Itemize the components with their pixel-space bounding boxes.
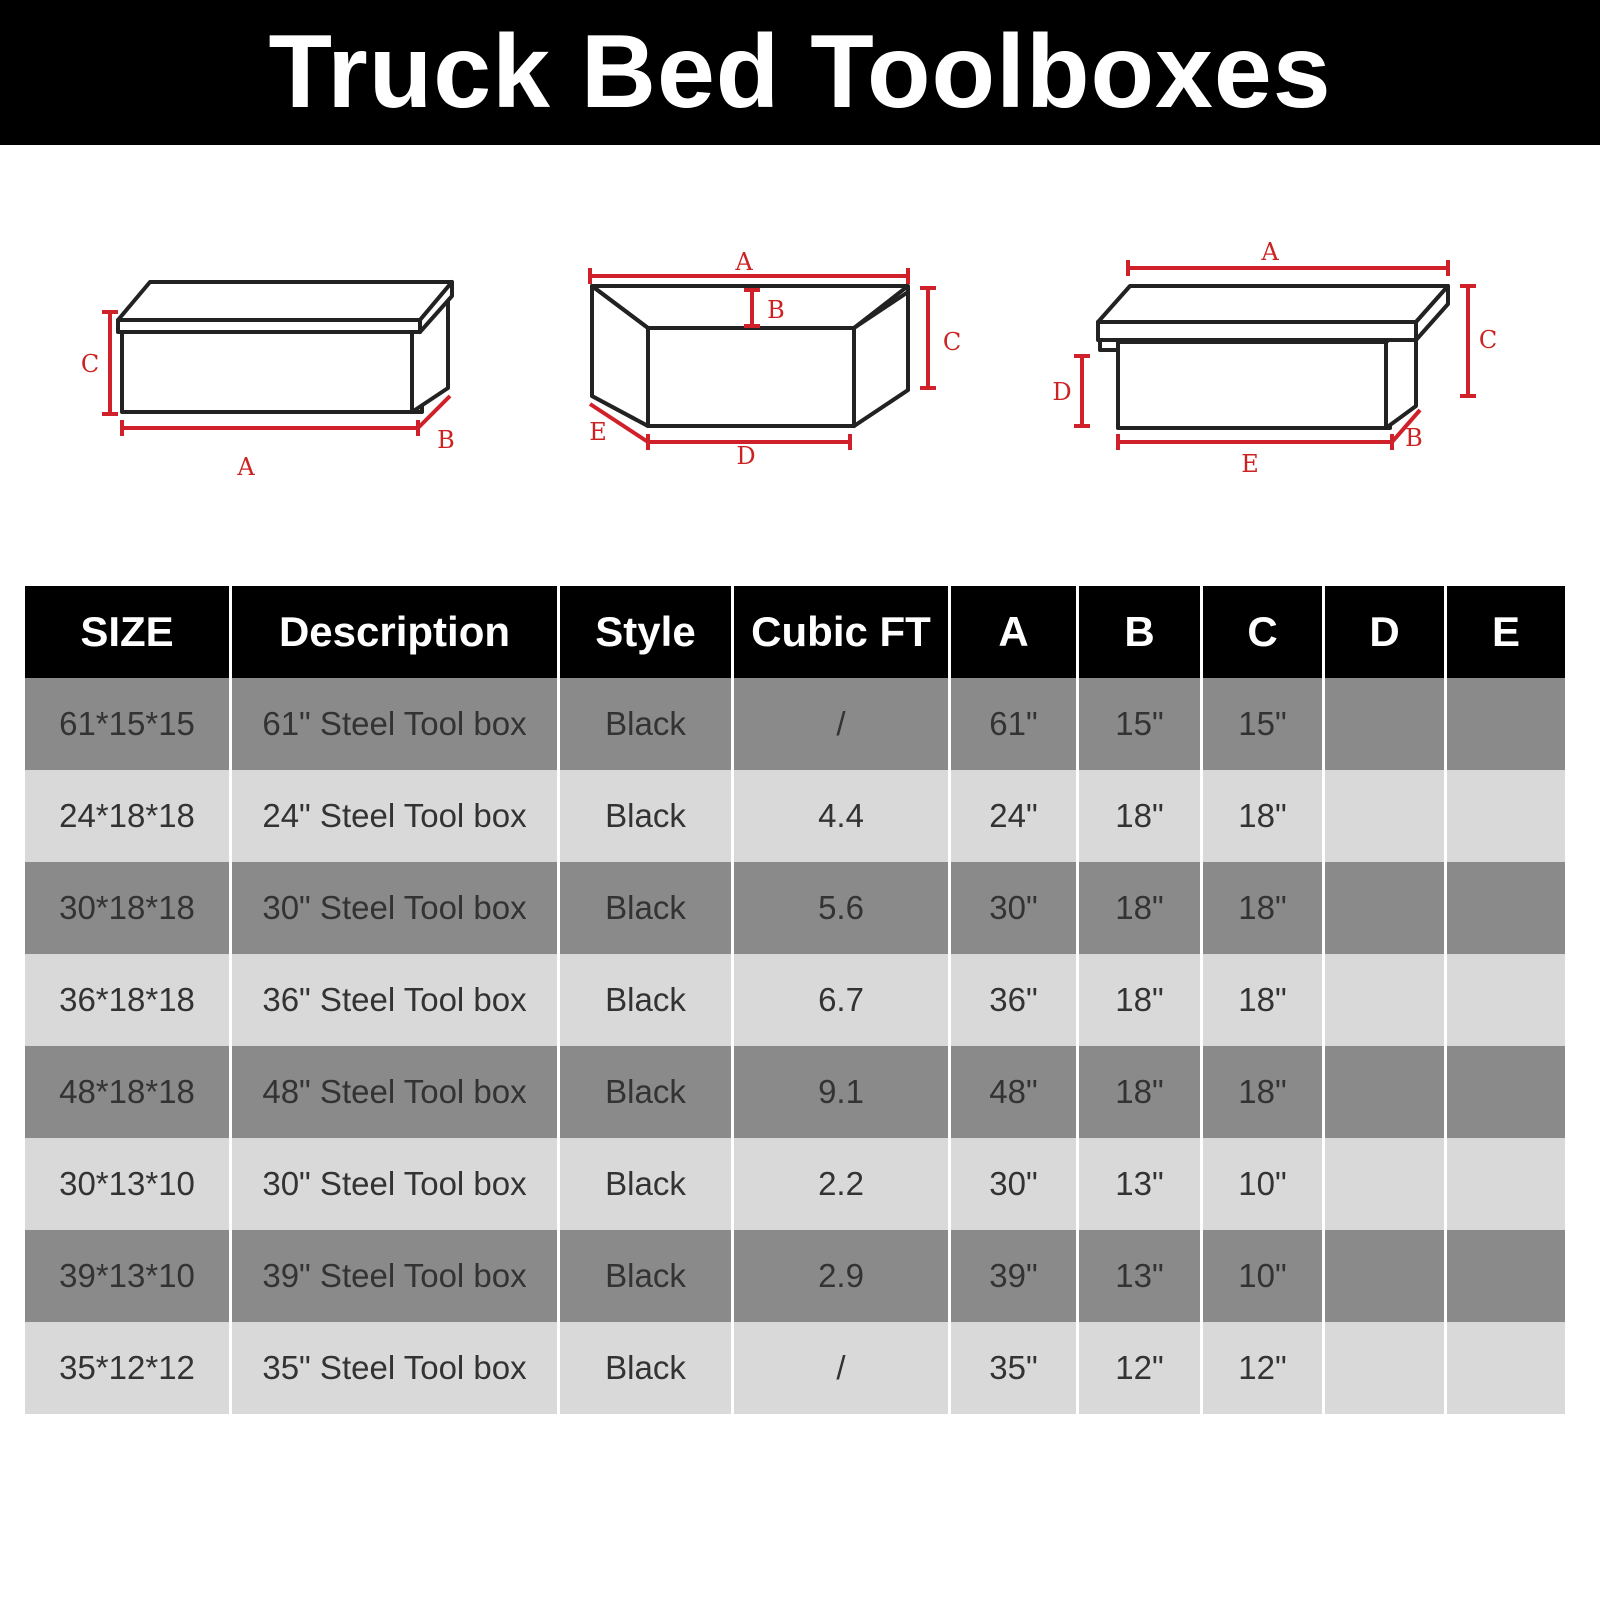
chest-label-c: C xyxy=(942,328,962,356)
chest-toolbox-drawing xyxy=(589,248,961,470)
cell-a: 39" xyxy=(951,1230,1079,1322)
cell-e xyxy=(1447,1322,1565,1414)
header-a: A xyxy=(951,586,1079,678)
cell-e xyxy=(1447,954,1565,1046)
stepped-label-b: B xyxy=(1405,424,1423,452)
cell-a: 30" xyxy=(951,862,1079,954)
cell-style: Black xyxy=(560,678,734,770)
cell-description: 30" Steel Tool box xyxy=(232,862,560,954)
header-style: Style xyxy=(560,586,734,678)
cell-description: 24" Steel Tool box xyxy=(232,770,560,862)
stepped-label-e: E xyxy=(1241,450,1259,478)
cell-size: 24*18*18 xyxy=(25,770,232,862)
cell-description: 35" Steel Tool box xyxy=(232,1322,560,1414)
cell-description: 48" Steel Tool box xyxy=(232,1046,560,1138)
cell-e xyxy=(1447,1230,1565,1322)
size-table xyxy=(25,586,1565,1414)
crossover-label-c: C xyxy=(80,350,100,378)
cell-b: 18" xyxy=(1079,954,1203,1046)
cell-d xyxy=(1325,1230,1447,1322)
crossover-label-b: B xyxy=(437,426,455,454)
cell-b: 13" xyxy=(1079,1230,1203,1322)
cell-size: 61*15*15 xyxy=(25,678,232,770)
table-row xyxy=(25,1322,1565,1414)
table-header-row xyxy=(25,586,1565,678)
table-row xyxy=(25,1230,1565,1322)
table-row xyxy=(25,1138,1565,1230)
cell-a: 35" xyxy=(951,1322,1079,1414)
cell-style: Black xyxy=(560,954,734,1046)
table-row xyxy=(25,678,1565,770)
cell-c: 10" xyxy=(1203,1230,1325,1322)
cell-size: 39*13*10 xyxy=(25,1230,232,1322)
table-row xyxy=(25,954,1565,1046)
cell-d xyxy=(1325,1046,1447,1138)
header-b: B xyxy=(1079,586,1203,678)
cell-e xyxy=(1447,862,1565,954)
header-e: E xyxy=(1447,586,1565,678)
cell-c: 18" xyxy=(1203,862,1325,954)
cell-b: 13" xyxy=(1079,1138,1203,1230)
cell-description: 36" Steel Tool box xyxy=(232,954,560,1046)
cell-b: 15" xyxy=(1079,678,1203,770)
cell-cubic-ft: / xyxy=(734,1322,951,1414)
chest-label-b: B xyxy=(767,296,785,324)
cell-size: 48*18*18 xyxy=(25,1046,232,1138)
stepped-toolbox-drawing xyxy=(1052,238,1497,478)
cell-a: 36" xyxy=(951,954,1079,1046)
table-row xyxy=(25,770,1565,862)
cell-e xyxy=(1447,770,1565,862)
cell-cubic-ft: 6.7 xyxy=(734,954,951,1046)
cell-style: Black xyxy=(560,1322,734,1414)
stepped-label-c: C xyxy=(1478,326,1498,354)
cell-b: 18" xyxy=(1079,1046,1203,1138)
header-c: C xyxy=(1203,586,1325,678)
cell-c: 18" xyxy=(1203,1046,1325,1138)
header-d: D xyxy=(1325,586,1447,678)
cell-style: Black xyxy=(560,1138,734,1230)
chest-label-d: D xyxy=(736,442,756,470)
cell-c: 18" xyxy=(1203,954,1325,1046)
cell-cubic-ft: 5.6 xyxy=(734,862,951,954)
cell-cubic-ft: 4.4 xyxy=(734,770,951,862)
stepped-label-d: D xyxy=(1052,378,1072,406)
cell-size: 35*12*12 xyxy=(25,1322,232,1414)
cell-b: 18" xyxy=(1079,770,1203,862)
cell-a: 48" xyxy=(951,1046,1079,1138)
table-row xyxy=(25,1046,1565,1138)
cell-style: Black xyxy=(560,1230,734,1322)
cell-description: 30" Steel Tool box xyxy=(232,1138,560,1230)
cell-cubic-ft: 9.1 xyxy=(734,1046,951,1138)
chest-label-e: E xyxy=(589,418,607,446)
header-description: Description xyxy=(232,586,560,678)
diagram-crossover xyxy=(0,0,1600,560)
cell-d xyxy=(1325,862,1447,954)
cell-b: 12" xyxy=(1079,1322,1203,1414)
cell-cubic-ft: / xyxy=(734,678,951,770)
cell-e xyxy=(1447,1138,1565,1230)
cell-description: 39" Steel Tool box xyxy=(232,1230,560,1322)
stepped-label-a: A xyxy=(1261,238,1279,266)
cell-d xyxy=(1325,678,1447,770)
cell-size: 36*18*18 xyxy=(25,954,232,1046)
cell-e xyxy=(1447,1046,1565,1138)
chest-label-a: A xyxy=(735,248,753,276)
cell-description: 61" Steel Tool box xyxy=(232,678,560,770)
cell-b: 18" xyxy=(1079,862,1203,954)
crossover-toolbox-drawing xyxy=(81,282,455,481)
cell-style: Black xyxy=(560,1046,734,1138)
cell-style: Black xyxy=(560,770,734,862)
table-row xyxy=(25,862,1565,954)
cell-d xyxy=(1325,1138,1447,1230)
page-title: Truck Bed Toolboxes xyxy=(268,14,1332,130)
cell-size: 30*18*18 xyxy=(25,862,232,954)
size-table-container xyxy=(25,586,1565,1414)
cell-d xyxy=(1325,770,1447,862)
header-size: SIZE xyxy=(25,586,232,678)
header-cubic-ft: Cubic FT xyxy=(734,586,951,678)
cell-cubic-ft: 2.9 xyxy=(734,1230,951,1322)
cell-cubic-ft: 2.2 xyxy=(734,1138,951,1230)
cell-d xyxy=(1325,954,1447,1046)
cell-style: Black xyxy=(560,862,734,954)
cell-c: 18" xyxy=(1203,770,1325,862)
cell-c: 10" xyxy=(1203,1138,1325,1230)
cell-a: 61" xyxy=(951,678,1079,770)
cell-a: 24" xyxy=(951,770,1079,862)
cell-size: 30*13*10 xyxy=(25,1138,232,1230)
crossover-label-a: A xyxy=(237,453,255,481)
cell-c: 12" xyxy=(1203,1322,1325,1414)
cell-a: 30" xyxy=(951,1138,1079,1230)
cell-d xyxy=(1325,1322,1447,1414)
cell-c: 15" xyxy=(1203,678,1325,770)
cell-e xyxy=(1447,678,1565,770)
